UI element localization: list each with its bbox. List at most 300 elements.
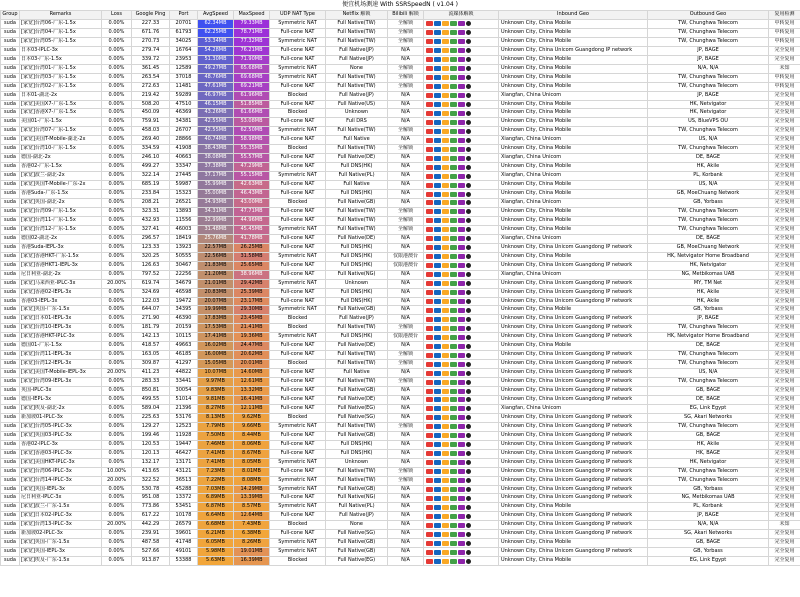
column-header: 流媒体解锁 <box>424 11 499 20</box>
max-speed-cell: 12.64MB <box>234 512 270 521</box>
port-cell: 13923 <box>170 243 198 252</box>
netflix-cell: Full Native(PL) <box>326 503 388 512</box>
remarks-cell: [家宽]台湾05-广东-1.5x <box>20 37 102 46</box>
bilibili-cell: 全解锁 <box>388 64 424 73</box>
netflix-cell: Full DNS(HK) <box>326 440 388 449</box>
avg-speed-cell: 34.31MB <box>198 207 234 216</box>
dazn-icon <box>450 389 457 394</box>
remarks-cell: [家宽]日本02-IPLC-3x <box>20 512 102 521</box>
netflix-cell: Full Native <box>326 136 388 145</box>
streaming-cell <box>424 181 499 190</box>
ping-cell: 296.57 <box>132 234 170 243</box>
hbo-icon <box>426 397 433 402</box>
remarks-cell: [家宽]台湾06-广东-1.5x <box>20 19 102 28</box>
max-speed-cell: 14.60MB <box>234 369 270 378</box>
dazn-icon <box>450 263 457 268</box>
port-cell: 23953 <box>170 55 198 64</box>
inbound-geo-cell: Unknown City, China Unicom Guangdong IP network <box>499 485 648 494</box>
ping-cell: 530.78 <box>132 485 170 494</box>
table-row <box>1 82 800 91</box>
abema-icon <box>458 147 465 152</box>
abema-icon <box>458 523 465 528</box>
table-row <box>1 494 800 503</box>
nat-type-cell: Blocked <box>270 145 326 154</box>
inbound-geo-cell: Unknown City, China Unicom Guangdong IP network <box>499 297 648 306</box>
outbound-geo-cell: SG, Akari Networks <box>648 413 769 422</box>
port-cell: 53388 <box>170 557 198 566</box>
disney-icon <box>434 433 441 438</box>
reuse-cell: 完全复用 <box>769 404 800 413</box>
dazn-icon <box>450 129 457 134</box>
abema-icon <box>458 335 465 340</box>
hbo-icon <box>426 39 433 44</box>
inbound-geo-cell: Unknown City, China Mobile <box>499 503 648 512</box>
column-header: Remarks <box>20 11 102 20</box>
netflix-cell: Full Native(JP) <box>326 55 388 64</box>
bilibili-cell: N/A <box>388 315 424 324</box>
reuse-cell: 完全复用 <box>769 207 800 216</box>
max-speed-cell: 25.65MB <box>234 261 270 270</box>
bahamut-icon <box>466 111 471 116</box>
port-cell: 40663 <box>170 154 198 163</box>
youtube-icon <box>442 156 449 161</box>
ping-cell: 432.93 <box>132 216 170 225</box>
table-row <box>1 395 800 404</box>
nat-type-cell: Full-cone NAT <box>270 494 326 503</box>
reuse-cell: 完全复用 <box>769 395 800 404</box>
port-cell: 41297 <box>170 360 198 369</box>
remarks-cell: [家宽]台湾02-广东-1.5x <box>20 82 102 91</box>
bahamut-icon <box>466 505 471 510</box>
max-speed-cell: 13.39MB <box>234 494 270 503</box>
netflix-cell: Full Native(GB) <box>326 485 388 494</box>
disney-icon <box>434 424 441 429</box>
bahamut-icon <box>466 48 471 53</box>
max-speed-cell: 19.01MB <box>234 548 270 557</box>
avg-speed-cell: 34.93MB <box>198 199 234 208</box>
hbo-icon <box>426 433 433 438</box>
netflix-cell: Full DNS(HK) <box>326 333 388 342</box>
inbound-geo-cell: Xiangfan, China Unicom <box>499 404 648 413</box>
reuse-cell: 完全复用 <box>769 512 800 521</box>
disney-icon <box>434 138 441 143</box>
nat-type-cell: Full-cone NAT <box>270 243 326 252</box>
abema-icon <box>458 227 465 232</box>
inbound-geo-cell: Unknown City, China Unicom Guangdong IP network <box>499 288 648 297</box>
loss-cell: 0.00% <box>102 539 132 548</box>
youtube-icon <box>442 344 449 349</box>
bahamut-icon <box>466 272 471 277</box>
port-cell: 59289 <box>170 91 198 100</box>
dazn-icon <box>450 192 457 197</box>
disney-icon <box>434 218 441 223</box>
table-row <box>1 279 800 288</box>
max-speed-cell: 14.29MB <box>234 485 270 494</box>
inbound-geo-cell: Unknown City, China Unicom Guangdong IP network <box>499 422 648 431</box>
outbound-geo-cell: TW, Chunghwa Telecom <box>648 37 769 46</box>
streaming-cell <box>424 324 499 333</box>
abema-icon <box>458 532 465 537</box>
avg-speed-cell: 54.28MB <box>198 46 234 55</box>
bahamut-icon <box>466 209 471 214</box>
loss-cell: 0.00% <box>102 422 132 431</box>
streaming-cell <box>424 207 499 216</box>
remarks-cell: [家宽]美国T-Mobile-IEPL-3x <box>20 369 102 378</box>
port-cell: 27445 <box>170 172 198 181</box>
inbound-geo-cell: Unknown City, China Unicom Guangdong IP network <box>499 548 648 557</box>
inbound-geo-cell: Xiangfan, China Unicom <box>499 270 648 279</box>
reuse-cell: 完全复用 <box>769 387 800 396</box>
ping-cell: 269.40 <box>132 136 170 145</box>
group-cell: suda <box>1 172 20 181</box>
bahamut-icon <box>466 415 471 420</box>
avg-speed-cell: 7.22MB <box>198 476 234 485</box>
netflix-cell: Full Native(TW) <box>326 82 388 91</box>
table-row <box>1 315 800 324</box>
ping-cell: 685.19 <box>132 181 170 190</box>
reuse-cell: 完全复用 <box>769 530 800 539</box>
table-row <box>1 234 800 243</box>
bilibili-cell: 全解锁 <box>388 324 424 333</box>
outbound-geo-cell: SG, Akari Networks <box>648 530 769 539</box>
column-header: MaxSpeed <box>234 11 270 20</box>
remarks-cell: [家宽]英国T-Mobile-广东-2x <box>20 181 102 190</box>
disney-icon <box>434 514 441 519</box>
loss-cell: 0.00% <box>102 387 132 396</box>
inbound-geo-cell: Unknown City, China Mobile <box>499 73 648 82</box>
netflix-cell: Full Native(GB) <box>326 199 388 208</box>
port-cell: 34395 <box>170 306 198 315</box>
group-cell: suda <box>1 118 20 127</box>
reuse-cell: 完全复用 <box>769 351 800 360</box>
abema-icon <box>458 326 465 331</box>
column-header: Google Ping <box>132 11 170 20</box>
netflix-cell: None <box>326 64 388 73</box>
netflix-cell: Full Native(JP) <box>326 315 388 324</box>
dazn-icon <box>450 559 457 564</box>
youtube-icon <box>442 308 449 313</box>
loss-cell: 0.00% <box>102 512 132 521</box>
remarks-cell: [家宽]美国T-Mobile-湖北-2x <box>20 136 102 145</box>
dazn-icon <box>450 245 457 250</box>
netflix-cell: Full Native(TW) <box>326 324 388 333</box>
outbound-geo-cell: TW, Chunghwa Telecom <box>648 360 769 369</box>
table-row <box>1 306 800 315</box>
disney-icon <box>434 93 441 98</box>
table-row <box>1 557 800 566</box>
disney-icon <box>434 541 441 546</box>
youtube-icon <box>442 496 449 501</box>
loss-cell: 0.00% <box>102 46 132 55</box>
reuse-cell: 完全复用 <box>769 413 800 422</box>
loss-cell: 20.00% <box>102 369 132 378</box>
hbo-icon <box>426 209 433 214</box>
reuse-cell: 完全复用 <box>769 431 800 440</box>
port-cell: 45288 <box>170 485 198 494</box>
group-cell: suda <box>1 530 20 539</box>
group-cell: suda <box>1 19 20 28</box>
streaming-cell <box>424 315 499 324</box>
group-cell: suda <box>1 270 20 279</box>
abema-icon <box>458 514 465 519</box>
outbound-geo-cell: DE, BAGE <box>648 342 769 351</box>
max-speed-cell: 53.08MB <box>234 118 270 127</box>
disney-icon <box>434 532 441 537</box>
bilibili-cell: 全解锁 <box>388 351 424 360</box>
bahamut-icon <box>466 165 471 170</box>
ping-cell: 142.13 <box>132 333 170 342</box>
loss-cell: 0.00% <box>102 37 132 46</box>
reuse-cell: 完全复用 <box>769 199 800 208</box>
bilibili-cell: N/A <box>388 530 424 539</box>
youtube-icon <box>442 218 449 223</box>
streaming-cell <box>424 163 499 172</box>
loss-cell: 0.00% <box>102 333 132 342</box>
port-cell: 11928 <box>170 431 198 440</box>
nat-type-cell: Full-cone NAT <box>270 118 326 127</box>
nat-type-cell: Blocked <box>270 91 326 100</box>
disney-icon <box>434 75 441 80</box>
bilibili-cell: N/A <box>388 494 424 503</box>
table-row <box>1 136 800 145</box>
streaming-cell <box>424 145 499 154</box>
header-row <box>1 11 800 20</box>
reuse-cell: 中转复用 <box>769 82 800 91</box>
abema-icon <box>458 433 465 438</box>
netflix-cell: Full Native(SG) <box>326 413 388 422</box>
nat-type-cell: Full-cone NAT <box>270 342 326 351</box>
abema-icon <box>458 165 465 170</box>
netflix-cell: Full DNS(HK) <box>326 449 388 458</box>
table-row <box>1 351 800 360</box>
reuse-cell: 未知 <box>769 64 800 73</box>
loss-cell: 0.00% <box>102 351 132 360</box>
dazn-icon <box>450 496 457 501</box>
youtube-icon <box>442 406 449 411</box>
remarks-cell: [家宽]香港X7-广东-1.5x <box>20 109 102 118</box>
inbound-geo-cell: Unknown City, China Unicom Guangdong IP network <box>499 494 648 503</box>
inbound-geo-cell: Unknown City, China Mobile <box>499 163 648 172</box>
hbo-icon <box>426 317 433 322</box>
port-cell: 34679 <box>170 279 198 288</box>
bilibili-cell: N/A <box>388 288 424 297</box>
loss-cell: 0.00% <box>102 288 132 297</box>
ping-cell: 322.52 <box>132 476 170 485</box>
avg-speed-cell: 46.15MB <box>198 100 234 109</box>
avg-speed-cell: 19.99MB <box>198 306 234 315</box>
ping-cell: 129.27 <box>132 422 170 431</box>
bahamut-icon <box>466 308 471 313</box>
column-header: 复用检测 <box>769 11 800 20</box>
table-row <box>1 118 800 127</box>
port-cell: 12589 <box>170 64 198 73</box>
hbo-icon <box>426 30 433 35</box>
column-header: Netflix 解锁 <box>326 11 388 20</box>
abema-icon <box>458 451 465 456</box>
remarks-cell: [家宽]台湾10-广东-1.5x <box>20 145 102 154</box>
disney-icon <box>434 397 441 402</box>
outbound-geo-cell: NG, Metbikomas UAB <box>648 494 769 503</box>
bilibili-cell: 全解锁 <box>388 225 424 234</box>
group-cell: suda <box>1 154 20 163</box>
max-speed-cell: 69.21MB <box>234 82 270 91</box>
avg-speed-cell: 17.83MB <box>198 315 234 324</box>
disney-icon <box>434 487 441 492</box>
dazn-icon <box>450 523 457 528</box>
table-row <box>1 548 800 557</box>
avg-speed-cell: 37.38MB <box>198 163 234 172</box>
reuse-cell: 完全复用 <box>769 557 800 566</box>
group-cell: suda <box>1 46 20 55</box>
youtube-icon <box>442 389 449 394</box>
ping-cell: 320.25 <box>132 252 170 261</box>
bahamut-icon <box>466 523 471 528</box>
avg-speed-cell: 20.07MB <box>198 297 234 306</box>
youtube-icon <box>442 236 449 241</box>
streaming-cell <box>424 252 499 261</box>
loss-cell: 0.00% <box>102 55 132 64</box>
max-speed-cell: 16.39MB <box>234 557 270 566</box>
max-speed-cell: 45.45MB <box>234 225 270 234</box>
disney-icon <box>434 200 441 205</box>
netflix-cell: Unknown <box>326 279 388 288</box>
remarks-cell: [家宽]台湾09-IEPL-3x <box>20 378 102 387</box>
outbound-geo-cell: GB, MoeChuang Network <box>648 243 769 252</box>
abema-icon <box>458 39 465 44</box>
abema-icon <box>458 362 465 367</box>
abema-icon <box>458 505 465 510</box>
inbound-geo-cell: Unknown City, China Mobile <box>499 64 648 73</box>
group-cell: suda <box>1 512 20 521</box>
max-speed-cell: 25.39MB <box>234 288 270 297</box>
netflix-cell: Full Native(DE) <box>326 154 388 163</box>
max-speed-cell: 8.44MB <box>234 431 270 440</box>
group-cell: suda <box>1 521 20 530</box>
avg-speed-cell: 46.97MB <box>198 91 234 100</box>
youtube-icon <box>442 39 449 44</box>
youtube-icon <box>442 460 449 465</box>
streaming-cell <box>424 306 499 315</box>
ping-cell: 418.57 <box>132 342 170 351</box>
inbound-geo-cell: Unknown City, China Mobile <box>499 181 648 190</box>
reuse-cell: 完全复用 <box>769 181 800 190</box>
netflix-cell: Full Native(TW) <box>326 207 388 216</box>
outbound-geo-cell: GB, MoeChuang Network <box>648 190 769 199</box>
reuse-cell: 完全复用 <box>769 118 800 127</box>
hbo-icon <box>426 66 433 71</box>
loss-cell: 0.00% <box>102 315 132 324</box>
youtube-icon <box>442 272 449 277</box>
streaming-cell <box>424 557 499 566</box>
loss-cell: 0.00% <box>102 91 132 100</box>
dazn-icon <box>450 514 457 519</box>
bahamut-icon <box>466 192 471 197</box>
bilibili-cell: N/A <box>388 181 424 190</box>
remarks-cell: [家宽]埃及-广东-1.5x <box>20 557 102 566</box>
remarks-cell: [家宽]台湾09-广东-1.5x <box>20 207 102 216</box>
youtube-icon <box>442 183 449 188</box>
bilibili-cell: 全解锁 <box>388 82 424 91</box>
netflix-cell: Full Native(JP) <box>326 91 388 100</box>
table-row <box>1 55 800 64</box>
table-row <box>1 476 800 485</box>
bahamut-icon <box>466 75 471 80</box>
disney-icon <box>434 39 441 44</box>
max-speed-cell: 31.58MB <box>234 252 270 261</box>
port-cell: 34381 <box>170 118 198 127</box>
ping-cell: 263.54 <box>132 73 170 82</box>
disney-icon <box>434 183 441 188</box>
youtube-icon <box>442 505 449 510</box>
netflix-cell: Full Native(JP) <box>326 46 388 55</box>
reuse-cell: 完全复用 <box>769 369 800 378</box>
port-cell: 13893 <box>170 207 198 216</box>
remarks-cell: [家宽]台湾05-IPLC-3x <box>20 422 102 431</box>
remarks-cell: 香港02-广东-1.5x <box>20 163 102 172</box>
port-cell: 12523 <box>170 422 198 431</box>
bilibili-cell: N/A <box>388 548 424 557</box>
outbound-geo-cell: HK, Akile <box>648 297 769 306</box>
speedtest-table <box>0 10 800 566</box>
table-row <box>1 297 800 306</box>
remarks-cell: 德国-湖北-2x <box>20 154 102 163</box>
remarks-cell: [家宽]英国-广东-1.5x <box>20 539 102 548</box>
table-row <box>1 413 800 422</box>
avg-speed-cell: 7.23MB <box>198 467 234 476</box>
streaming-cell <box>424 395 499 404</box>
outbound-geo-cell: N/A, N/A <box>648 64 769 73</box>
port-cell: 41908 <box>170 145 198 154</box>
hbo-icon <box>426 353 433 358</box>
avg-speed-cell: 6.68MB <box>198 521 234 530</box>
outbound-geo-cell: DE, BAGE <box>648 154 769 163</box>
inbound-geo-cell: Unknown City, China Mobile <box>499 539 648 548</box>
table-row <box>1 324 800 333</box>
streaming-cell <box>424 440 499 449</box>
inbound-geo-cell: Unknown City, China Mobile <box>499 82 648 91</box>
ping-cell: 644.07 <box>132 306 170 315</box>
nat-type-cell: Symmetric NAT <box>270 476 326 485</box>
bahamut-icon <box>466 183 471 188</box>
bahamut-icon <box>466 389 471 394</box>
streaming-cell <box>424 91 499 100</box>
nat-type-cell: Full-cone NAT <box>270 449 326 458</box>
hbo-icon <box>426 281 433 286</box>
table-row <box>1 252 800 261</box>
netflix-cell: Full Native(TW) <box>326 127 388 136</box>
bilibili-cell: N/A <box>388 190 424 199</box>
disney-icon <box>434 380 441 385</box>
bahamut-icon <box>466 245 471 250</box>
disney-icon <box>434 353 441 358</box>
ping-cell: 759.91 <box>132 118 170 127</box>
abema-icon <box>458 442 465 447</box>
bahamut-icon <box>466 218 471 223</box>
ping-cell: 671.76 <box>132 28 170 37</box>
nat-type-cell: Symmetric NAT <box>270 279 326 288</box>
reuse-cell: 完全复用 <box>769 306 800 315</box>
loss-cell: 20.00% <box>102 521 132 530</box>
outbound-geo-cell: PL, Korbank <box>648 172 769 181</box>
max-speed-cell: 61.96MB <box>234 91 270 100</box>
inbound-geo-cell: Unknown City, China Unicom Guangdong IP network <box>499 378 648 387</box>
dazn-icon <box>450 183 457 188</box>
disney-icon <box>434 245 441 250</box>
group-cell: suda <box>1 243 20 252</box>
dazn-icon <box>450 478 457 483</box>
outbound-geo-cell: JP, BAGE <box>648 91 769 100</box>
remarks-cell: [家宽]英国-IEPL-3x <box>20 548 102 557</box>
